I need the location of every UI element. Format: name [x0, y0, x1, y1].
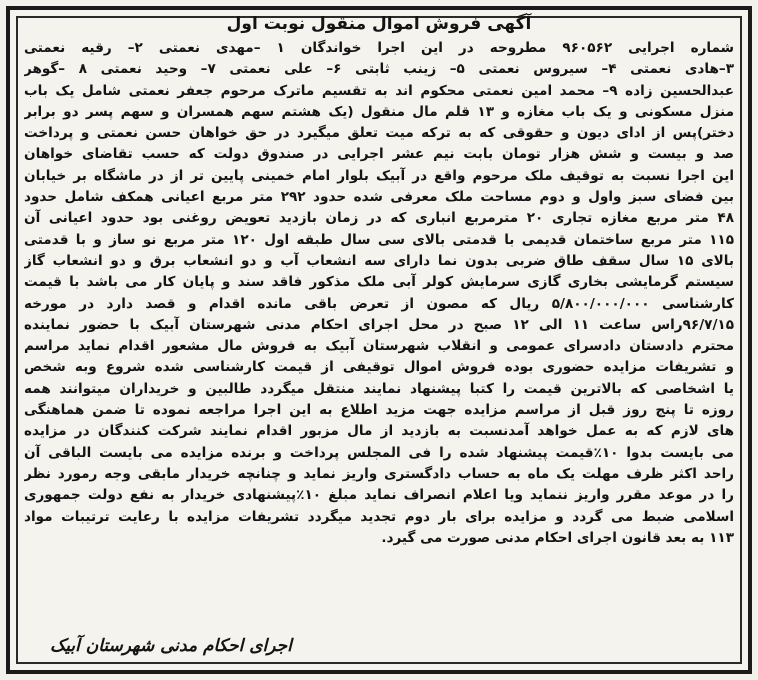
notice-line: روزه تا پنج روز قبل از مراسم مزایده جهت مزید اطلاع به این اجرا مراجعه نموده تا ضمن هماهنگی	[24, 402, 734, 419]
notice-line: شماره اجرایی ۹۶۰۵۶۲ مطروحه در این اجرا خواندگان ۱ –مهدی نعمتی ۲– رقیه نعمتی	[24, 40, 734, 56]
notice-line: ۳–هادی نعمتی ۴– سیروس نعمتی ۵– زینب ثابتی ۶– علی نعمتی ۷– وحید نعمتی ۸ –گوهر	[24, 61, 734, 78]
notice-line: اسلامی ضبط می گردد و مزایده برای بار دوم تجدید میگردد تشریفات مزایده با رعایت ترتیبات مواد	[24, 508, 734, 525]
notice-line: راحد اکثر ظرف مهلت یک ماه به حساب دادگستری واریز نماید و چنانچه خریدار مابقی وجه رمورد نظر	[24, 465, 734, 482]
notice-line: ۱۱۵ متر مربع ساختمان قدیمی با قدمتی بالای سی سال طبقه اول ۱۲۰ متر مربع نو ساز و با قدمتی	[24, 231, 734, 248]
notice-line: صد و بیست و شش هزار تومان بابت نیم عشر اجرایی در صندوق دولت که حسب تقاضای خواهان	[24, 146, 734, 163]
notice-line: عبدالحسین زاده ۹– محمد امین نعمتی محکوم اند به تقسیم ماترک مرحوم جعفر نعمتی شامل یک باب	[24, 82, 734, 99]
notice-line: ۴۸ متر مربع مغازه تجاری ۲۰ مترمربع انباری که در زمان بازدید تعویض روغنی بود حدود اعیانی آن	[24, 210, 734, 227]
notice-line: بالای ۱۵ سال سقف طاق ضربی بدون نما دارای سه انشعاب آب و دو انشعاب برق و دو انشعاب گاز	[24, 252, 734, 269]
notice-line: محترم دادستان دادسرای عمومی و انقلاب شهرستان آبیک به فروش مال مشعور اقدام نماید مراسم	[24, 338, 734, 355]
notice-line: این اجرا نسبت به توقیف ملک مرحوم واقع در آبیک بلوار امام خمینی پایین تر از در ماشگاه بر خیابان	[24, 167, 734, 184]
notice-line: منزل مسکونی و یک باب مغازه و ۱۳ قلم مال منقول (یک هشتم سهم همسران و سهم پسر دو برابر	[24, 103, 734, 120]
notice-line: کارشناسی ۵/۸۰۰/۰۰۰/۰۰۰ ریال که مصون از تعرض باقی مانده اقدام و قصد دارد در مورخه	[24, 295, 734, 312]
notice-title: آگهی فروش اموال منقول نوبت اول	[226, 14, 532, 34]
notice-line: سیستم گرمایشی بخاری گازی سرمایش کولر آبی ملک مذکور فاقد سند و پایان کار می باشد با قیمت	[24, 274, 734, 291]
notice-line: را در موعد مقرر واریز ننماید ویا اعلام انصراف نماید مبلغ ۱۰٪پیشنهادی خریدار به نفع دولت جمهوری	[24, 487, 734, 504]
notice-line: می بایست بدوا ۱۰٪قیمت پیشنهاد شده را فی المجلس پرداخت و برنده مزایده می بایست الباقی آن	[24, 444, 734, 461]
notice-body	[24, 38, 734, 549]
notice-line: بین فضای سبز واول و دوم مساحت ملک معرفی شده حدود ۲۹۲ متر مربع اعیانی همکف شامل حدود	[24, 189, 734, 206]
notice-line: و تشریفات مزایده حضوری بوده فروش اموال توقیفی از قیمت کارشناسی شده شروع وبه شخص	[24, 359, 734, 376]
notice-line: ۱۱۳ به بعد قانون اجرای احکام مدنی صورت می گیرد.	[381, 529, 734, 546]
notice-line: دختر)پس از ادای دیون و حقوقی که به ترکه میت تعلق میگیرد در حق خواهان حسن نعمتی و پرداخت	[24, 125, 734, 142]
notice-line: یا اشخاصی که بالاترین قیمت را کتبا پیشنهاد نمایند منتقل میگردد طالبین و خریداران میتوانند همه	[24, 380, 734, 397]
legal-notice	[6, 6, 752, 674]
notice-signature: اجرای احکام مدنی شهرستان آبیک	[50, 636, 292, 656]
notice-line: ۹۶/۷/۱۵راس ساعت ۱۱ الی ۱۲ صبح در محل اجرای احکام مدنی شهرستان آبیک با حضور نماینده	[24, 316, 734, 333]
notice-line: های لازم که به عمل خواهد آمدنسبت به بازدید از مال مزبور اقدام نمایند شرکت کنندگان در مزایده	[24, 423, 734, 440]
